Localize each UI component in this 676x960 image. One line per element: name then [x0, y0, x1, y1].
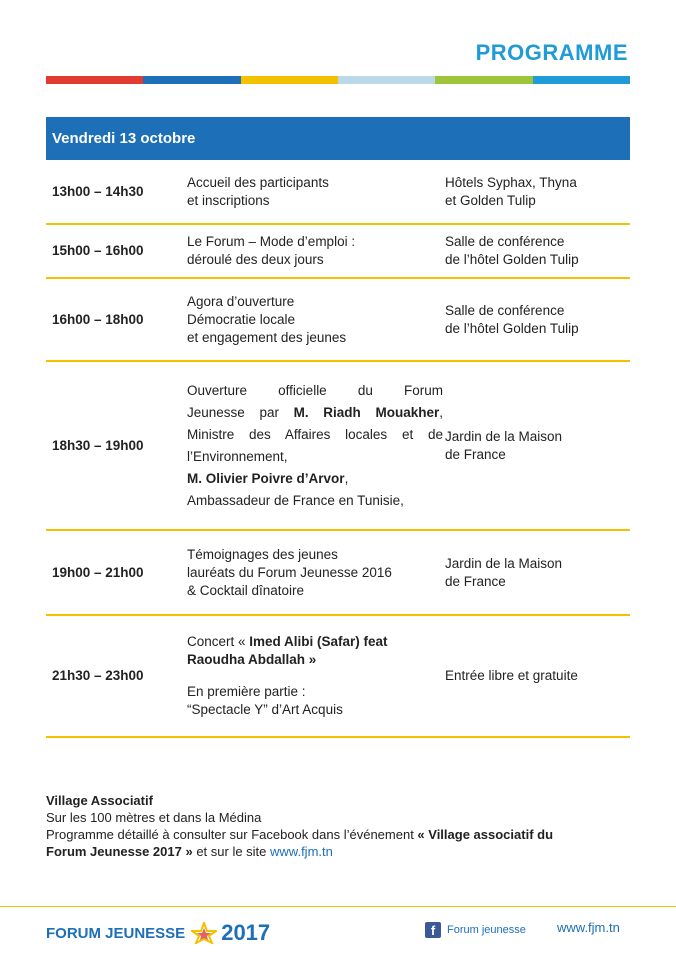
desc-line: déroulé des deux jours	[187, 252, 324, 267]
row-description	[187, 546, 445, 600]
desc-line: Le Forum – Mode d’emploi :	[187, 234, 356, 249]
desc-line	[187, 468, 443, 490]
row-time: 21h30 – 23h00	[52, 668, 144, 683]
table-row	[46, 362, 630, 531]
place-line: de l’hôtel Golden Tulip	[445, 252, 579, 267]
place-line: et Golden Tulip	[445, 192, 536, 208]
village-text: Programme détaillé à consulter sur Facebook dans l’événement	[46, 827, 418, 842]
desc-line: et engagement des jeunes	[187, 329, 347, 345]
stripe-segment	[338, 76, 435, 84]
desc-text: Concert «	[187, 634, 250, 649]
row-description	[187, 293, 445, 347]
desc-line: En première partie :	[187, 684, 306, 699]
website-link[interactable]: www.fjm.tn	[270, 844, 333, 859]
row-time: 13h00 – 14h30	[52, 183, 144, 199]
table-row	[46, 279, 630, 362]
desc-line: Ouverture officielle du Forum	[187, 382, 443, 398]
footer-divider	[0, 906, 676, 907]
desc-line: Démocratie locale	[187, 311, 296, 327]
desc-text: Jeunesse par	[187, 404, 294, 420]
facebook-label: Forum jeunesse	[447, 924, 526, 936]
stripe-segment	[533, 76, 630, 84]
desc-text: ,	[439, 404, 443, 420]
forum-logo	[46, 920, 270, 946]
row-place	[445, 555, 630, 591]
row-time: 16h00 – 18h00	[52, 311, 144, 327]
place-line: de France	[445, 573, 506, 589]
row-time: 19h00 – 21h00	[52, 564, 144, 580]
village-info	[46, 792, 636, 860]
row-description	[187, 633, 445, 719]
row-place	[445, 174, 630, 210]
row-place	[445, 302, 630, 338]
table-row	[46, 616, 630, 738]
desc-text: ,	[344, 470, 349, 486]
place-line: Salle de conférence	[445, 302, 565, 318]
place-line: de l’hôtel Golden Tulip	[445, 320, 579, 336]
star-logo-icon	[191, 922, 217, 944]
row-description	[187, 380, 445, 512]
desc-line	[187, 633, 445, 651]
place-line: Salle de conférence	[445, 234, 565, 249]
brand-name: FORUM JEUNESSE	[46, 924, 186, 942]
event-name: Forum Jeunesse 2017 »	[46, 844, 193, 859]
village-location: Sur les 100 mètres et dans la Médina	[46, 810, 262, 825]
stripe-segment	[46, 76, 143, 84]
row-description	[187, 174, 445, 210]
stripe-segment	[241, 76, 338, 84]
table-row	[46, 160, 630, 225]
desc-line: & Cocktail dînatoire	[187, 582, 305, 598]
desc-line: “Spectacle Y” d’Art Acquis	[187, 702, 343, 717]
village-title: Village Associatif	[46, 793, 153, 808]
row-place	[445, 428, 630, 464]
desc-line: et inscriptions	[187, 192, 270, 208]
desc-line	[187, 402, 443, 424]
place-line: de France	[445, 446, 506, 462]
row-place	[445, 667, 630, 685]
place-line: Jardin de la Maison	[445, 428, 563, 444]
desc-line: Ministre des Affaires locales et de	[187, 426, 443, 442]
village-details	[46, 843, 636, 860]
speaker-name: M. Riadh Mouakher	[293, 404, 440, 420]
artist-name: Raoudha Abdallah »	[187, 652, 317, 667]
speaker-name: M. Olivier Poivre d’Arvor	[187, 470, 345, 486]
color-stripe	[46, 76, 630, 84]
desc-line: Agora d’ouverture	[187, 293, 295, 309]
desc-line: Accueil des participants	[187, 174, 329, 190]
place-line: Hôtels Syphax, Thyna	[445, 174, 577, 190]
facebook-link[interactable]	[425, 922, 526, 938]
brand-year: 2017	[221, 920, 271, 945]
row-time: 15h00 – 16h00	[52, 243, 144, 258]
place-line: Entrée libre et gratuite	[445, 668, 578, 683]
table-row	[46, 531, 630, 616]
facebook-icon: f	[425, 922, 441, 938]
schedule-table	[46, 160, 630, 738]
row-place	[445, 233, 630, 269]
village-text: et sur le site	[192, 844, 271, 859]
desc-line: lauréats du Forum Jeunesse 2016	[187, 564, 392, 580]
event-name: « Village associatif du	[417, 827, 554, 842]
desc-line: l’Environnement,	[187, 448, 288, 464]
table-row	[46, 225, 630, 279]
desc-line: Témoignages des jeunes	[187, 546, 338, 562]
day-header: Vendredi 13 octobre	[46, 117, 630, 160]
row-time: 18h30 – 19h00	[52, 437, 144, 453]
page-title: PROGRAMME	[475, 40, 628, 65]
desc-line: Ambassadeur de France en Tunisie,	[187, 492, 404, 508]
footer-website-link[interactable]: www.fjm.tn	[557, 920, 620, 935]
artist-name: Imed Alibi (Safar) feat	[249, 634, 388, 649]
place-line: Jardin de la Maison	[445, 555, 563, 571]
row-description	[187, 233, 445, 269]
village-details	[46, 826, 636, 843]
stripe-segment	[435, 76, 532, 84]
stripe-segment	[143, 76, 240, 84]
